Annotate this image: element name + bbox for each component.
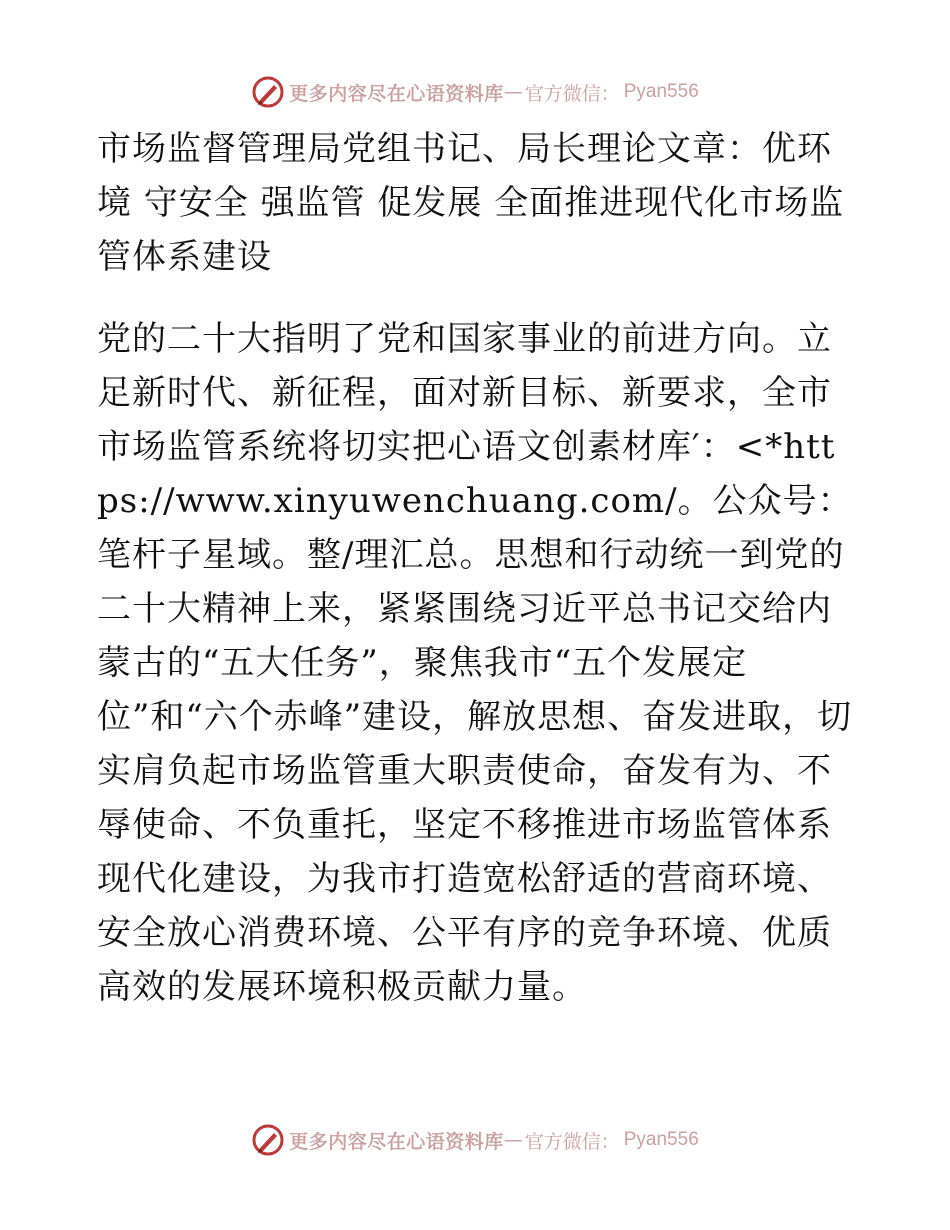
banner-wechat-id: Pyan556	[623, 1129, 699, 1150]
banner-official-label: 官方微信：	[524, 82, 620, 105]
banner-dash: —	[503, 1129, 523, 1151]
document-paragraph: 党的二十大指明了党和国家事业的前进方向。立足新时代、新征程，面对新目标、新要求，全市市场监管系统将切实把心语文创素材库′：<*https://www.xinyuwenchuang.com/。公众号：笔杆子星域。整/理汇总。思想和行动统一到党的二十大精神上来，紧紧围绕习近平总书记交给内蒙古的“五大任务”，聚焦我市“五个发展定位”和“六个赤峰”建设，解放思想、奋发进取，切实肩负起市场监管重大职责使命，奋发有为、不辱使命、不负重托，坚定不移推进市场监管体系现代化建设，为我市打造宽松舒适的营商环境、安全放心消费环境、公平有序的竞争环境、优质高效的发展环境积极贡献力量。	[97, 319, 853, 1007]
banner-text: 更多内容尽在心语资料库	[289, 82, 504, 105]
pen-circle-logo-icon	[251, 1123, 285, 1157]
banner-official-label: 官方微信：	[524, 1130, 620, 1153]
pen-circle-logo-icon	[251, 75, 285, 109]
banner-text: 更多内容尽在心语资料库	[289, 1130, 504, 1153]
document-title: 市场监督管理局党组书记、局长理论文章：优环境 守安全 强监管 促发展 全面推进现代化市场监管体系建设	[97, 129, 845, 277]
banner-wechat-id: Pyan556	[623, 81, 699, 102]
header-banner	[0, 72, 950, 112]
footer-banner	[0, 1120, 950, 1160]
banner-dash: —	[503, 81, 523, 103]
